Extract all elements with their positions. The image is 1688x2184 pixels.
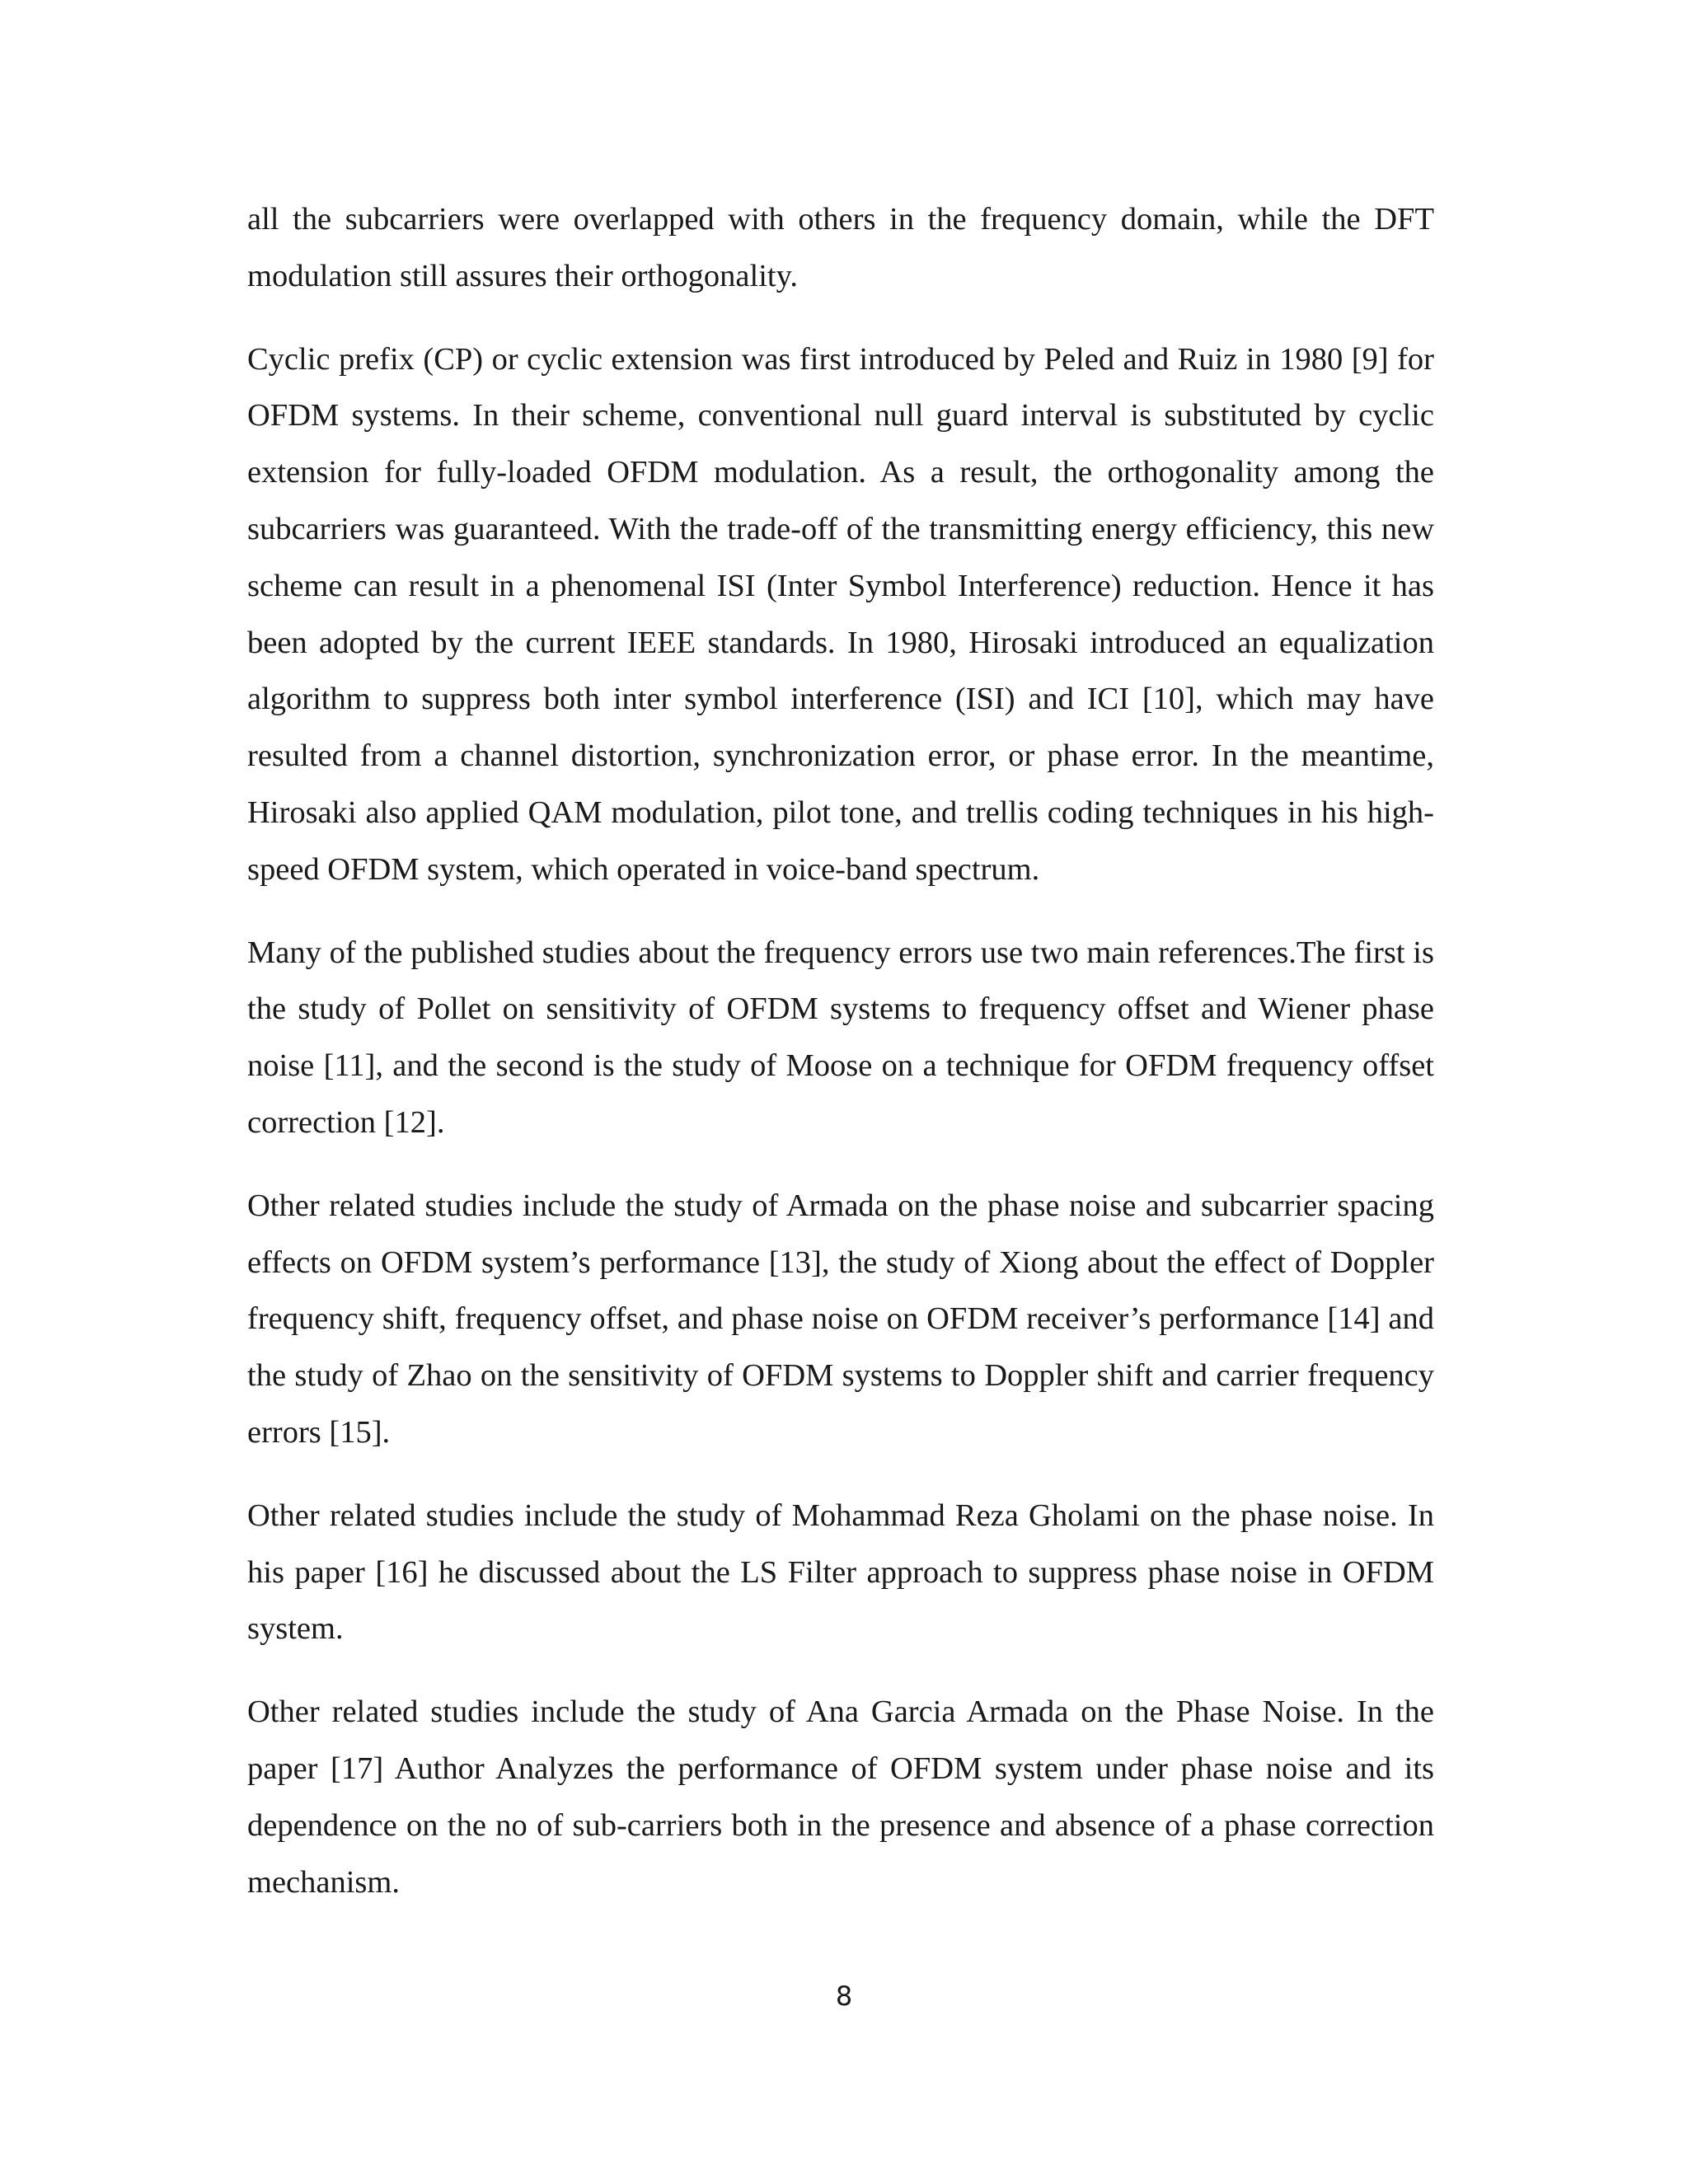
paragraph-related-studies-armada-xiong-zhao: Other related studies include the study of Armada on the phase noise and subcarrier spacing effects on OFDM system’s performance [13], the study of Xiong about the effect of Doppler frequency shift, frequency offset, and phase noise on OFDM receiver’s performance [14] and the study of Zhao on the sensitivity of OFDM systems to Doppler shift and carrier frequency errors [15]. [247, 1188, 1434, 1450]
body-text [247, 191, 1434, 1937]
paragraph-subcarrier-orthogonality: all the subcarriers were overlapped with others in the frequency domain, while the DFT modulation still assures their orthogonality. [247, 202, 1434, 293]
paragraph-cyclic-prefix: Cyclic prefix (CP) or cyclic extension was first introduced by Peled and Ruiz in 1980 [9] for OFDM systems. In their scheme, conventional null guard interval is substituted by cyclic extension for fully-loaded OFDM modulation. As a result, the orthogonality among the subcarriers was guaranteed. With the trade-off of the transmitting energy efficiency, this new scheme can result in a phenomenal ISI (Inter Symbol Interference) reduction. Hence it has been adopted by the current IEEE standards. In 1980, Hirosaki introduced an equalization algorithm to suppress both inter symbol interference (ISI) and ICI [10], which may have resulted from a channel distortion, synchronization error, or phase error. In the meantime, Hirosaki also applied QAM modulation, pilot tone, and trellis coding techniques in his high-speed OFDM system, which operated in voice-band spectrum. [247, 341, 1434, 887]
paragraph-related-studies-gholami: Other related studies include the study of Mohammad Reza Gholami on the phase noise. In his paper [16] he discussed about the LS Filter approach to suppress phase noise in OFDM system. [247, 1497, 1434, 1647]
paragraph-related-studies-garcia-armada: Other related studies include the study of Ana Garcia Armada on the Phase Noise. In the paper [17] Author Analyzes the performance of OFDM system under phase noise and its dependence on the no of sub-carriers both in the presence and absence of a phase correction mechanism. [247, 1694, 1434, 1900]
page-number: 8 [835, 1980, 853, 2012]
paragraph-frequency-errors: Many of the published studies about the frequency errors use two main references.The first is the study of Pollet on sensitivity of OFDM systems to frequency offset and Wiener phase noise [11], and the second is the study of Moose on a technique for OFDM frequency offset correction [12]. [247, 935, 1434, 1140]
